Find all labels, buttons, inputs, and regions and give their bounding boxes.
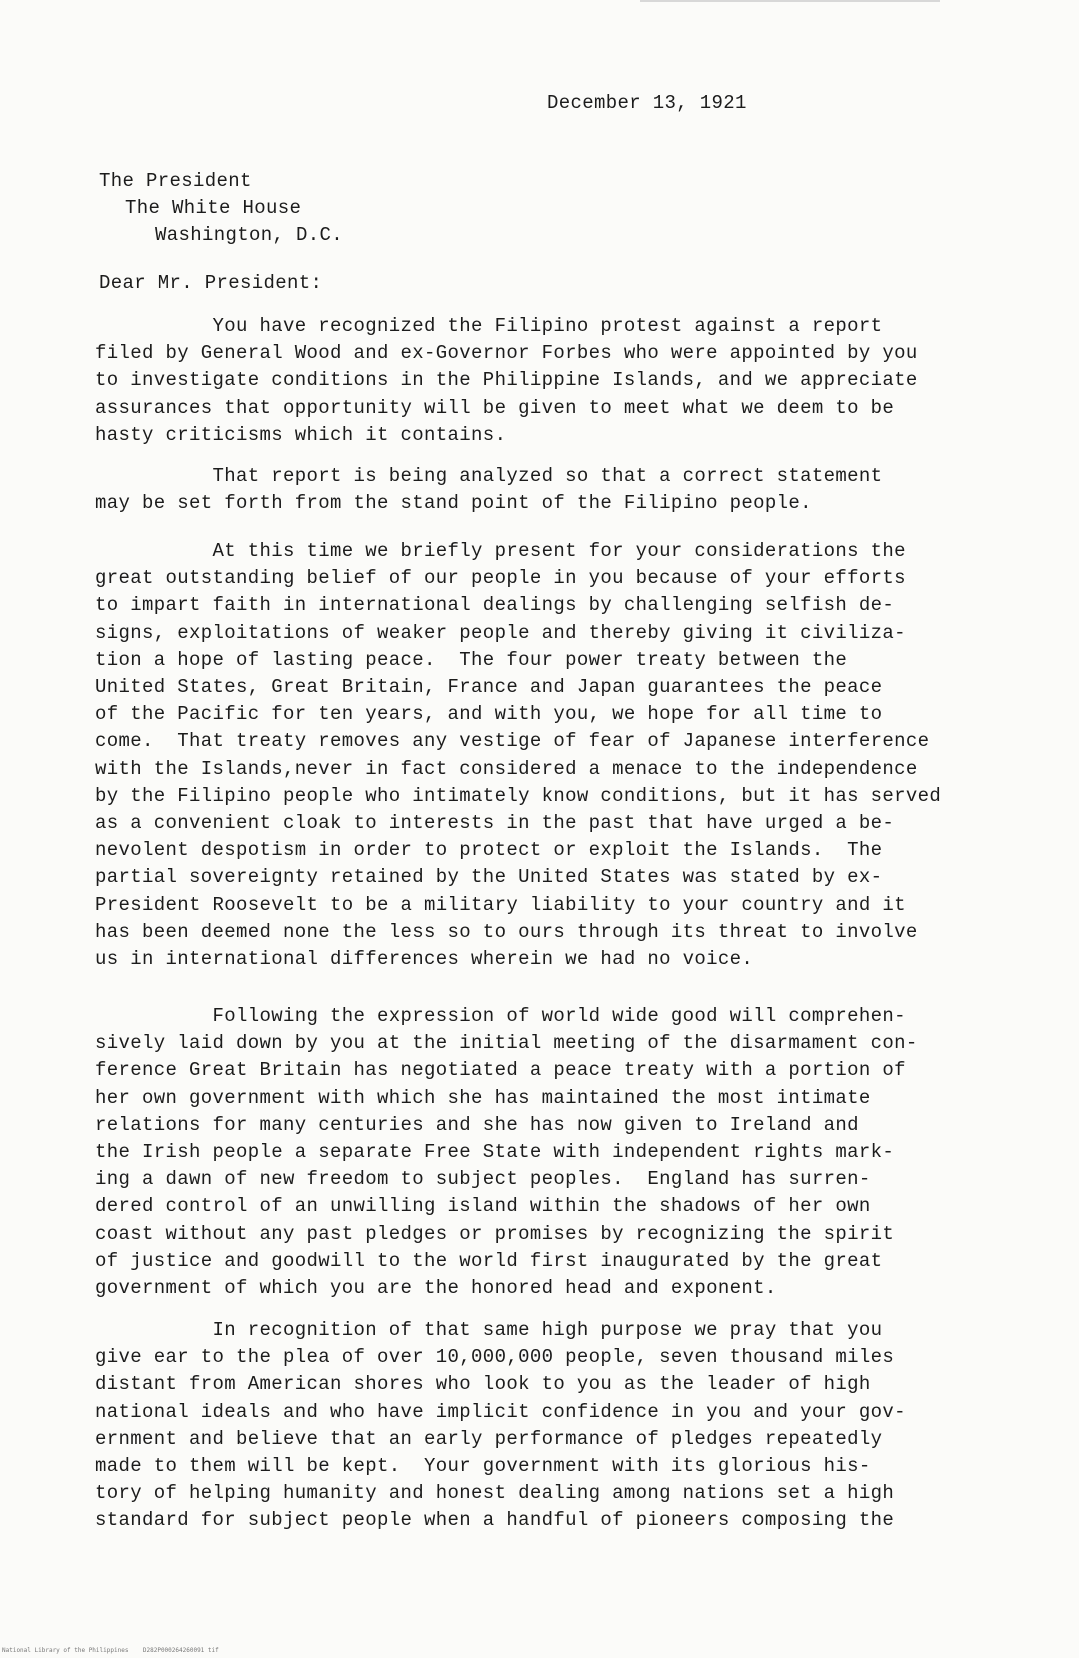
- text-line: has been deemed none the less so to ours through its threat to involve: [95, 920, 918, 943]
- text-line: hasty criticisms which it contains.: [95, 423, 507, 446]
- text-line: her own government with which she has maintained the most intimate: [95, 1086, 871, 1109]
- text-line: of justice and goodwill to the world first inaugurated by the great: [95, 1249, 883, 1272]
- text-line: to investigate conditions in the Philippine Islands, and we appreciate: [95, 369, 918, 392]
- text-line: as a convenient cloak to interests in the past that have urged a be-: [95, 812, 895, 835]
- text-line: of the Pacific for ten years, and with you, we hope for all time to: [95, 703, 883, 726]
- body-paragraph: [95, 313, 1035, 449]
- text-line: distant from American shores who look to you as the leader of high: [95, 1373, 871, 1396]
- text-line: may be set forth from the stand point of the Filipino people.: [95, 492, 812, 515]
- text-line: President Roosevelt to be a military liability to your country and it: [95, 893, 906, 916]
- text-line: tory of helping humanity and honest dealing among nations set a high: [95, 1482, 895, 1505]
- text-line: ing a dawn of new freedom to subject peoples. England has surren-: [95, 1168, 871, 1191]
- text-line: relations for many centuries and she has now given to Ireland and: [95, 1113, 859, 1136]
- text-line: United States, Great Britain, France and Japan guarantees the peace: [95, 676, 883, 699]
- text-line: standard for subject people when a handful of pioneers composing the: [95, 1509, 895, 1532]
- text-line: assurances that opportunity will be given to meet what we deem to be: [95, 396, 895, 419]
- text-line: national ideals and who have implicit confidence in you and your gov-: [95, 1400, 906, 1423]
- text-line: government of which you are the honored head and exponent.: [95, 1277, 777, 1300]
- text-line: made to them will be kept. Your government with its glorious his-: [95, 1455, 871, 1478]
- address-line: The White House: [125, 197, 302, 219]
- scan-edge-rule: [640, 0, 940, 2]
- body-paragraph: [95, 1003, 1035, 1302]
- text-line: coast without any past pledges or promises by recognizing the spirit: [95, 1222, 895, 1245]
- text-line: You have recognized the Filipino protest against a report: [95, 315, 883, 337]
- text-line: tion a hope of lasting peace. The four power treaty between the: [95, 648, 848, 671]
- text-line: us in international differences wherein we had no voice.: [95, 948, 754, 971]
- letter-date: December 13, 1921: [547, 92, 747, 114]
- body-paragraph: [95, 1317, 1035, 1535]
- salutation: Dear Mr. President:: [99, 272, 323, 294]
- text-line: That report is being analyzed so that a correct statement: [95, 465, 883, 487]
- recipient-address: [99, 168, 343, 249]
- text-line: At this time we briefly present for your considerations the: [95, 540, 906, 562]
- text-line: sively laid down by you at the initial meeting of the disarmament con-: [95, 1032, 918, 1055]
- text-line: give ear to the plea of over 10,000,000 people, seven thousand miles: [95, 1346, 895, 1369]
- body-paragraph: [95, 463, 1035, 517]
- text-line: ernment and believe that an early performance of pledges repeatedly: [95, 1427, 883, 1450]
- text-line: nevolent despotism in order to protect or exploit the Islands. The: [95, 839, 883, 862]
- address-line: Washington, D.C.: [155, 224, 344, 246]
- text-line: to impart faith in international dealings by challenging selfish de-: [95, 594, 895, 617]
- text-line: In recognition of that same high purpose we pray that you: [95, 1319, 883, 1341]
- text-line: ference Great Britain has negotiated a peace treaty with a portion of: [95, 1059, 906, 1082]
- text-line: with the Islands,never in fact considered a menace to the independence: [95, 757, 918, 780]
- text-line: Following the expression of world wide good will comprehen-: [95, 1005, 906, 1027]
- body-paragraph: [95, 538, 1035, 973]
- text-line: filed by General Wood and ex-Governor Forbes who were appointed by you: [95, 342, 918, 365]
- text-line: come. That treaty removes any vestige of fear of Japanese interference: [95, 730, 930, 753]
- address-line: The President: [99, 170, 252, 192]
- text-line: partial sovereignty retained by the United States was stated by ex-: [95, 866, 883, 889]
- text-line: signs, exploitations of weaker people and thereby giving it civiliza-: [95, 621, 906, 644]
- text-line: dered control of an unwilling island within the shadows of her own: [95, 1195, 871, 1218]
- text-line: great outstanding belief of our people in you because of your efforts: [95, 567, 906, 590]
- text-line: the Irish people a separate Free State with independent rights mark-: [95, 1141, 895, 1164]
- text-line: by the Filipino people who intimately know conditions, but it has served: [95, 784, 942, 807]
- archive-footer: National Library of the Philippines D282P000264260091 tif: [2, 1647, 219, 1654]
